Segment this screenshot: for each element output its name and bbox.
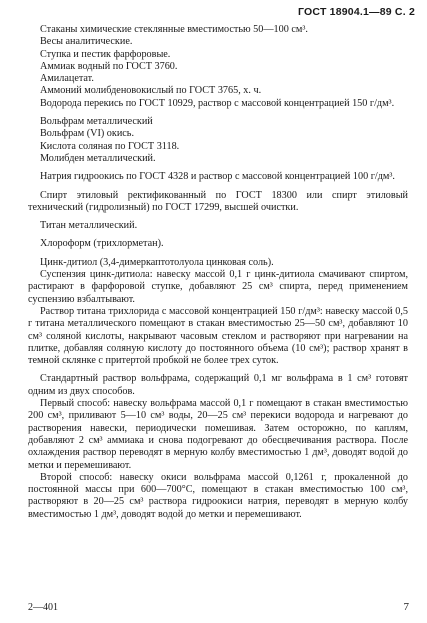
footer-signature: 2—401 bbox=[28, 602, 58, 613]
paragraph: Вольфрам (VI) окись. bbox=[40, 128, 134, 140]
document-body bbox=[28, 24, 408, 521]
paragraph: Весы аналитические. bbox=[40, 36, 133, 48]
paragraph: Молибден металлический. bbox=[40, 152, 156, 164]
paragraph: Аммоний молибденовокислый по ГОСТ 3765, х. ч. bbox=[40, 85, 262, 97]
paragraph: Спирт этиловый ректификованный по ГОСТ 18300 или спирт этиловый технический (гидролизный) по ГОСТ 17299, высшей очистки. bbox=[28, 189, 408, 213]
paragraph: Амилацетат. bbox=[40, 73, 94, 85]
paragraph: Стаканы химические стеклянные вместимостью 50—100 см³. bbox=[40, 24, 308, 35]
paragraph: Водорода перекись по ГОСТ 10929, раствор с массовой концентрацией 150 г/дм³. bbox=[40, 97, 395, 109]
running-header: ГОСТ 18904.1—89 С. 2 bbox=[298, 6, 415, 18]
paragraph: Натрия гидроокись по ГОСТ 4328 и раствор с массовой концентрацией 100 г/дм³. bbox=[40, 171, 395, 183]
paragraph: Второй способ: навеску окиси вольфрама массой 0,1261 г, прокаленной до постоянной массы при 600—700°С, помещают в стакан вместимостью 100 см³, растворяют в 20—25 см³ раствора гидроокиси натрия, переводят в мерную колбу вместимостью 1 дм³, доводят водой до метки и перемешивают. bbox=[28, 471, 408, 520]
paragraph: Аммиак водный по ГОСТ 3760. bbox=[40, 60, 178, 72]
paragraph: Вольфрам металлический bbox=[40, 116, 153, 128]
paragraph: Ступка и пестик фарфоровые. bbox=[40, 48, 171, 60]
paragraph: Хлороформ (трихлорметан). bbox=[40, 238, 164, 250]
paragraph: Стандартный раствор вольфрама, содержащий 0,1 мг вольфрама в 1 см³ готовят одним из двух способов. bbox=[28, 373, 408, 397]
paragraph: Цинк-дитиол (3,4-димеркаптотолуола цинковая соль). bbox=[40, 256, 274, 268]
paragraph: Кислота соляная по ГОСТ 3118. bbox=[40, 140, 180, 152]
page-number: 7 bbox=[403, 601, 409, 613]
paragraph: Раствор титана трихлорида с массовой концентрацией 150 г/дм³: навеску массой 0,5 г титана металлического помещают в стакан вместимостью 25—50 см³, добавляют 10 см³ соляной кислоты, накрывают часовым стеклом и растворяют при нагревании на плитке, добавляя соляную кислоту до постоянного объема (10 см³); раствор хранят в темной склянке с притертой пробкой не более трех суток. bbox=[28, 305, 408, 367]
paragraph: Суспензия цинк-дитиола: навеску массой 0,1 г цинк-дитиола смачивают спиртом, растирают в фарфоровой ступке, добавляют 25 см³ спирта, перед применением суспензию взбалтывают. bbox=[28, 269, 408, 305]
paragraph: Первый способ: навеску вольфрама массой 0,1 г помещают в стакан вместимостью 200 см³, приливают 5—10 см³ воды, 20—25 см³ перекиси водорода и нагревают до растворения навески, периодически помешивая. Затем осторожно, по каплям, добавляют 2 см³ аммиака и снова подогревают до обесцвечивания раствора. После охлаждения раствор переводят в мерную колбу вместимостью 1 дм³, доводят водой до метки и перемешивают. bbox=[28, 398, 408, 471]
paragraph: Титан металлический. bbox=[40, 220, 138, 232]
